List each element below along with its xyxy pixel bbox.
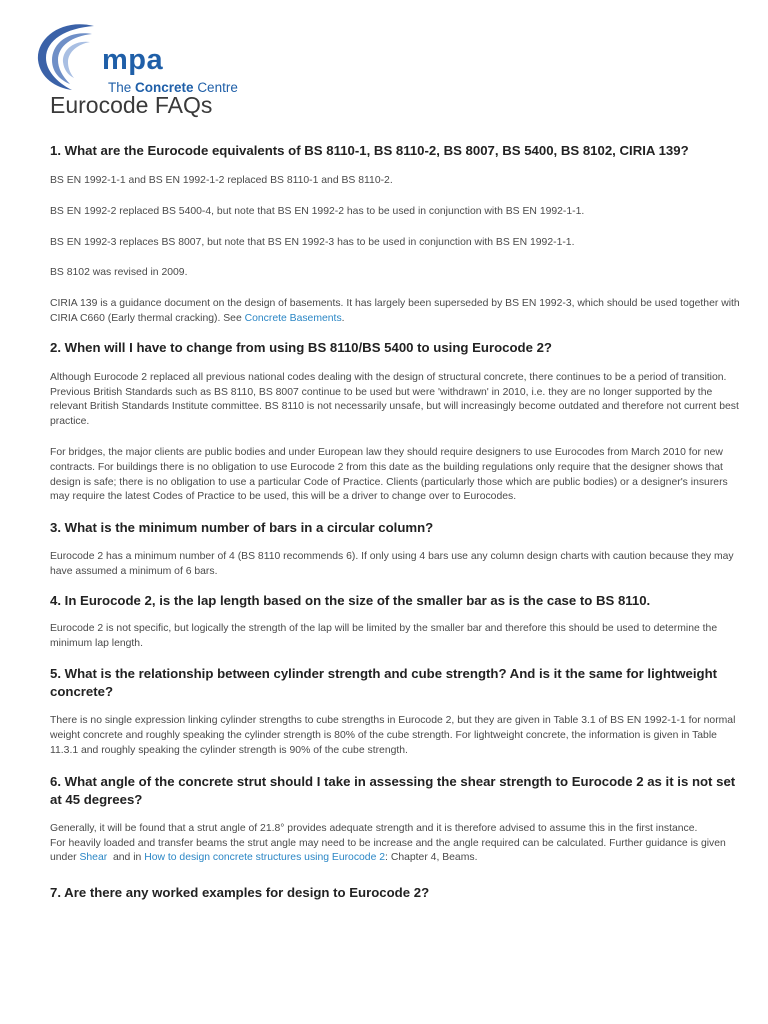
faq-question-6: 6. What angle of the concrete strut should I take in assessing the shear strength to Eurocode 2 as it is not set at 45 degrees? [50,773,736,807]
logo-centre: Centre [197,80,238,95]
logo-the: The [108,80,132,95]
faq-answer-4-1: Eurocode 2 is not specific, but logically the strength of the lap will be limited by the smaller bar and therefore this should be used to determine the minimum lap length. [50,622,718,649]
faq-question-3: 3. What is the minimum number of bars in a circular column? [50,520,434,536]
faq-answer-6-2-text: For heavily loaded and transfer beams the strut angle may need to be increase and the angle required can be calculated. Further guidance is given under [50,837,726,864]
faq-question-2: 2. When will I have to change from using BS 8110/BS 5400 to using Eurocode 2? [50,339,552,355]
faq-answer-6-2 [50,837,740,867]
faq-answer-6-2-mid: and in [107,852,145,864]
logo-wordmark: mpa [102,44,164,76]
how-to-design-link[interactable]: How to design concrete structures using Eurocode 2 [144,852,386,864]
logo-concrete: Concrete [135,80,194,95]
faq-answer-5-1: There is no single expression linking cylinder strengths to cube strengths in Eurocode 2, but they are given in Table 3.1 of BS EN 1992-1-1 for normal weight concrete and roughly speaking the cylinder strength is 80% of the cube strength. For lightweight concrete, the information is given in Table 11.3.1 and roughly speaking the cylinder strength is 90% of the cube strength. [50,715,736,756]
faq-answer-6-2-end: : Chapter 4, Beams. [385,852,478,864]
faq-question-4: 4. In Eurocode 2, is the lap length based on the size of the smaller bar as is the case to BS 8110. [50,592,651,608]
faq-answer-2-1: Although Eurocode 2 replaced all previous national codes dealing with the design of structural concrete, there continues to be a period of transition. Previous British Standards such as BS 8110, BS 8007 continue to be used but were 'withdrawn' in 2010, i.e. they are no longer supported by the relevant British Standards Institute committee. BS 8110 is not necessarily unsafe, but will increasingly become outdated and therefore not current best practice. [50,371,739,428]
concrete-basements-link[interactable]: Concrete Basements [244,312,342,324]
faq-answer-1-3: BS EN 1992-3 replaces BS 8007, but note that BS EN 1992-3 has to be used in conjunction with BS EN 1992-1-1. [50,236,575,248]
mpa-logo [32,20,238,95]
faq-answer-1-5-end: . [341,312,345,324]
faq-answer-3-1: Eurocode 2 has a minimum number of 4 (BS 8110 recommends 6). If only using 4 bars use any column design charts with caution because they may have assumed a minimum of 6 bars. [50,551,734,577]
faq-answer-2-2: For bridges, the major clients are public bodies and under European law they should require designers to use Eurocodes from March 2010 for new contracts. For buildings there is no obligation to use Eurocode 2 from this date as the building regulations only require that the designer shows that design is safe; there is no obligation to use a particular Code of Practice. Clients (particularly those which are public bodies) or a designer's insurers may require the latest Codes of Practice to be used, this will be a driver to change over to Eurocodes. [50,446,728,503]
faq-answer-1-5-text: CIRIA 139 is a guidance document on the design of basements. It has largely been superseded by BS EN 1992-3, which should be used together with CIRIA C660 (Early thermal cracking). See [50,298,740,324]
faq-answer-6-1: Generally, it will be found that a strut angle of 21.8° provides adequate strength and it is therefore advised to assume this in the first instance. [50,822,698,834]
faq-answer-1-2: BS EN 1992-2 replaced BS 5400-4, but note that BS EN 1992-2 has to be used in conjunction with BS EN 1992-1-1. [50,205,585,217]
faq-answer-1-5 [50,297,740,327]
page-title: Eurocode FAQs [50,92,213,118]
shear-link[interactable]: Shear [79,852,108,864]
mpa-swoosh-logo-icon [32,20,102,90]
faq-answer-1-1: BS EN 1992-1-1 and BS EN 1992-1-2 replaced BS 8110-1 and BS 8110-2. [50,175,393,186]
faq-answer-1-4: BS 8102 was revised in 2009. [50,267,188,279]
faq-question-5: 5. What is the relationship between cylinder strength and cube strength? And is it the same for lightweight concrete? [50,666,718,700]
faq-question-1: 1. What are the Eurocode equivalents of BS 8110-1, BS 8110-2, BS 8007, BS 5400, BS 8102, CIRIA 139? [50,143,689,158]
faq-content [50,142,740,902]
faq-question-7: 7. Are there any worked examples for design to Eurocode 2? [50,885,430,901]
